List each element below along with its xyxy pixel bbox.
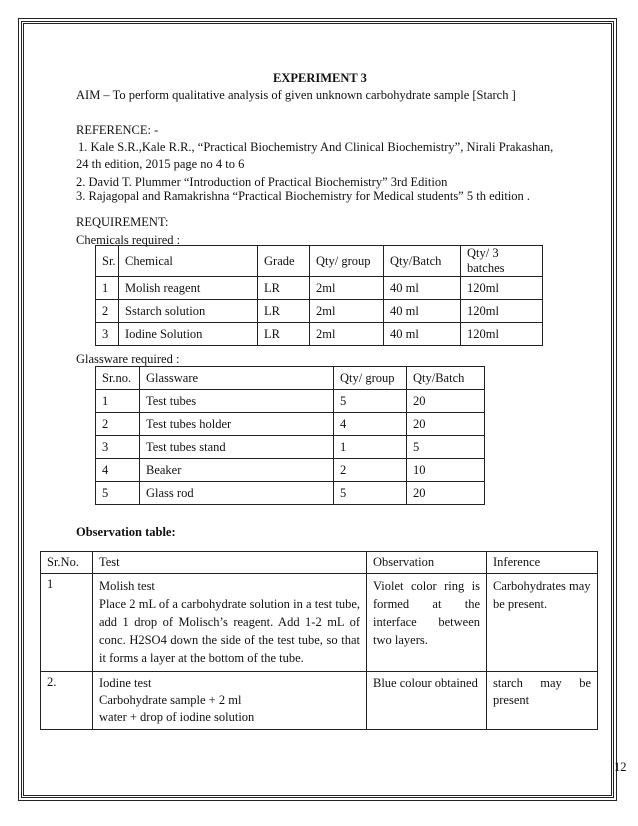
- table-row: [96, 300, 543, 323]
- table-cell: 5: [407, 436, 485, 459]
- table-cell: LR: [258, 323, 310, 346]
- test-title: Iodine test: [99, 676, 152, 690]
- table-row: [96, 459, 485, 482]
- glassware-table: [95, 366, 485, 505]
- table-cell: 2ml: [310, 277, 384, 300]
- table-cell: 2: [334, 459, 407, 482]
- table-cell: 10: [407, 459, 485, 482]
- table-cell: Test tubes holder: [140, 413, 334, 436]
- table-cell: 1: [41, 574, 93, 672]
- table-cell: LR: [258, 300, 310, 323]
- table-row: [41, 574, 598, 672]
- table-cell: 20: [407, 413, 485, 436]
- table-header-cell: Test: [93, 552, 367, 574]
- chemicals-table: [95, 245, 543, 346]
- test-procedure: Place 2 mL of a carbohydrate solution in a test tube, add 1 drop of Molisch’s reagent. Add 1-2 mL of conc. H2SO4 down the side of the test tube, so that it forms a layer at the bottom of the tube.: [99, 597, 360, 665]
- table-cell: LR: [258, 277, 310, 300]
- page-number: 12: [614, 760, 627, 774]
- table-cell: 2ml: [310, 300, 384, 323]
- table-row: [41, 672, 598, 730]
- table-header-cell: Sr.No.: [41, 552, 93, 574]
- table-cell: 4: [334, 413, 407, 436]
- glassware-label: Glassware required :: [76, 352, 180, 366]
- table-cell: 2: [96, 300, 119, 323]
- table-cell: 3: [96, 436, 140, 459]
- table-cell: 40 ml: [384, 300, 461, 323]
- table-cell: 1: [334, 436, 407, 459]
- observation-label: Observation table:: [76, 525, 176, 539]
- table-row: [96, 323, 543, 346]
- reference-1-cont: 24 th edition, 2015 page no 4 to 6: [76, 157, 245, 171]
- table-cell: 3: [96, 323, 119, 346]
- observation-table: [40, 551, 598, 730]
- table-header-cell: Observation: [367, 552, 487, 574]
- table-cell: Glass rod: [140, 482, 334, 505]
- table-header-row: [41, 552, 598, 574]
- test-procedure: Carbohydrate sample + 2 ml water + drop of iodine solution: [99, 693, 255, 724]
- table-header-cell: Qty/ group: [334, 367, 407, 390]
- table-header-cell: Qty/Batch: [384, 246, 461, 277]
- table-row: [96, 413, 485, 436]
- table-cell: Blue colour obtained: [367, 672, 487, 730]
- table-cell: 4: [96, 459, 140, 482]
- table-cell: 2.: [41, 672, 93, 730]
- table-header-cell: Qty/ group: [310, 246, 384, 277]
- table-cell: 1: [96, 277, 119, 300]
- table-cell: Sstarch solution: [119, 300, 258, 323]
- reference-label: REFERENCE: -: [76, 123, 159, 137]
- table-cell: Test tubes: [140, 390, 334, 413]
- table-header-cell: Inference: [487, 552, 598, 574]
- table-row: [96, 482, 485, 505]
- reference-2: 2. David T. Plummer “Introduction of Practical Biochemistry” 3rd Edition: [76, 175, 448, 189]
- table-cell: 40 ml: [384, 277, 461, 300]
- table-row: [96, 277, 543, 300]
- table-header-row: [96, 246, 543, 277]
- requirement-label: REQUIREMENT:: [76, 215, 169, 229]
- table-cell: 20: [407, 390, 485, 413]
- table-header-cell: Qty/Batch: [407, 367, 485, 390]
- table-header-cell: Sr.: [96, 246, 119, 277]
- table-row: [96, 436, 485, 459]
- table-cell: Violet color ring is formed at the interface between two layers.: [367, 574, 487, 672]
- table-cell: 40 ml: [384, 323, 461, 346]
- table-cell: starch may be present: [487, 672, 598, 730]
- table-header-cell: Sr.no.: [96, 367, 140, 390]
- table-cell: 5: [96, 482, 140, 505]
- table-cell: 2: [96, 413, 140, 436]
- table-cell: 1: [96, 390, 140, 413]
- table-cell: Carbohydrates may be present.: [487, 574, 598, 672]
- table-row: [96, 390, 485, 413]
- chemicals-label: Chemicals required :: [76, 233, 181, 247]
- table-header-cell: Glassware: [140, 367, 334, 390]
- table-header-cell: Qty/ 3 batches: [461, 246, 543, 277]
- table-header-cell: Grade: [258, 246, 310, 277]
- table-cell: [93, 574, 367, 672]
- table-cell: Iodine Solution: [119, 323, 258, 346]
- reference-1: 1. Kale S.R.,Kale R.R., “Practical Biochemistry And Clinical Biochemistry”, Nirali Prakashan,: [78, 140, 554, 154]
- page-title: EXPERIMENT 3: [273, 71, 367, 85]
- table-cell: Molish reagent: [119, 277, 258, 300]
- table-cell: 120ml: [461, 300, 543, 323]
- test-title: Molish test: [99, 579, 155, 593]
- table-cell: [93, 672, 367, 730]
- table-cell: Beaker: [140, 459, 334, 482]
- table-cell: 5: [334, 390, 407, 413]
- table-cell: 20: [407, 482, 485, 505]
- table-header-cell: Chemical: [119, 246, 258, 277]
- table-cell: 2ml: [310, 323, 384, 346]
- table-cell: 120ml: [461, 277, 543, 300]
- reference-3: 3. Rajagopal and Ramakrishna “Practical Biochemistry for Medical students” 5 th edition .: [76, 189, 531, 203]
- table-cell: Test tubes stand: [140, 436, 334, 459]
- table-cell: 5: [334, 482, 407, 505]
- table-cell: 120ml: [461, 323, 543, 346]
- aim-text: AIM – To perform qualitative analysis of given unknown carbohydrate sample [Starch ]: [76, 88, 516, 102]
- table-header-row: [96, 367, 485, 390]
